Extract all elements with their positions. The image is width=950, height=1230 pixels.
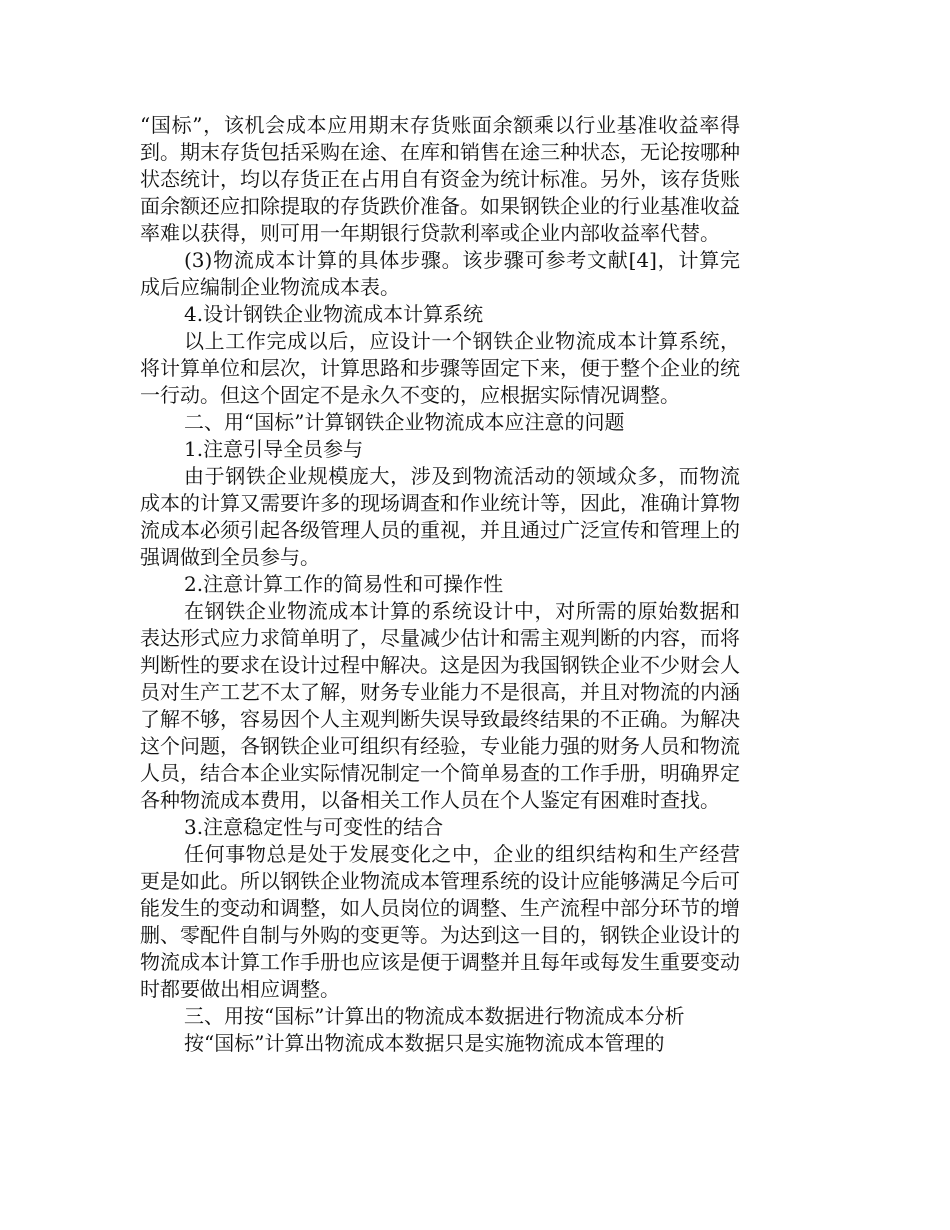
section-heading-2-1: 1.注意引导全员参与 [184,437,364,461]
paragraph-guobiao-opportunity-cost: “国标”，该机会成本应用期末存货账面余额乘以行业基准收益率得到。期末存货包括采购在途、在库和销售在途三种状态，无论按哪种状态统计，均以存货正在占用自有资金为统计标准。另外，该存货账面余额还应扣除提取的存货跌价准备。如果钢铁企业的行业基准收益率难以获得，则可用一年期银行贷款利率或企业内部收益率代替。 [140,113,740,245]
paragraph-design-system: 以上工作完成以后，应设计一个钢铁企业物流成本计算系统，将计算单位和层次，计算思路和步骤等固定下来，便于整个企业的统一行动。但这个固定不是永久不变的，应根据实际情况调整。 [140,329,740,407]
section-heading-2-3: 3.注意稳定性与可变性的结合 [184,815,444,839]
section-heading-4: 4.设计钢铁企业物流成本计算系统 [184,302,484,326]
paragraph-simplicity-operability: 在钢铁企业物流成本计算的系统设计中，对所需的原始数据和表达形式应力求简单明了，尽量减少估计和需主观判断的内容，而将判断性的要求在设计过程中解决。这是因为我国钢铁企业不少财会人员对生产工艺不太了解，财务专业能力不是很高，并且对物流的内涵了解不够，容易因个人主观判断失误导致最终结果的不正确。为解决这个问题，各钢铁企业可组织有经验，专业能力强的财务人员和物流人员，结合本企业实际情况制定一个简单易查的工作手册，明确界定各种物流成本费用，以备相关工作人员在个人鉴定有困难时查找。 [140,599,740,812]
section-heading-2-2: 2.注意计算工作的简易性和可操作性 [184,572,504,596]
paragraph-stability-variability: 任何事物总是处于发展变化之中，企业的组织结构和生产经营更是如此。所以钢铁企业物流成本管理系统的设计应能够满足今后可能发生的变动和调整，如人员岗位的调整、生产流程中部分环节的增删、零配件自制与外购的变更等。为达到这一目的，钢铁企业设计的物流成本计算工作手册也应该是便于调整并且每年或每发生重要变动时都要做出相应调整。 [140,842,740,1001]
paragraph-calculation-steps: (3)物流成本计算的具体步骤。该步骤可参考文献[4]，计算完成后应编制企业物流成本表。 [140,248,740,299]
section-heading-part-3: 三、用按“国标”计算出的物流成本数据进行物流成本分析 [184,1004,685,1028]
section-heading-part-2: 二、用“国标”计算钢铁企业物流成本应注意的问题 [184,410,625,434]
document-page [140,112,740,1057]
paragraph-full-participation: 由于钢铁企业规模庞大，涉及到物流活动的领域众多，而物流成本的计算又需要许多的现场调查和作业统计等，因此，准确计算物流成本必须引起各级管理人员的重视，并且通过广泛宣传和管理上的强调做到全员参与。 [140,464,740,569]
paragraph-cost-data-analysis: 按“国标”计算出物流成本数据只是实施物流成本管理的 [184,1031,665,1055]
